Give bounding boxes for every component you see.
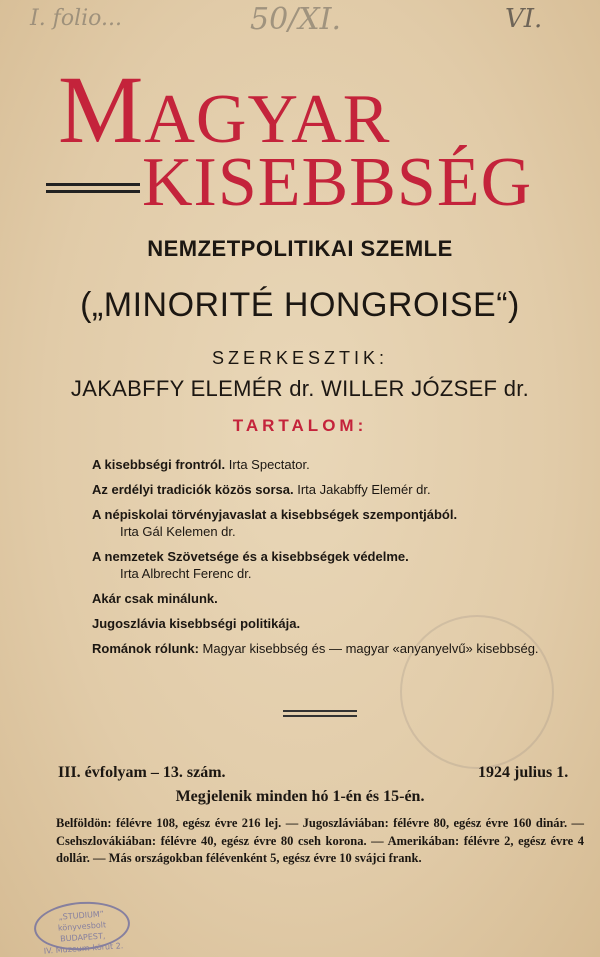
handwritten-note-right: VI. [505,4,543,34]
toc-item: A népiskolai törvényjavaslat a kisebbségek szempontjából. Irta Gál Kelemen dr. [92,507,458,539]
toc-item: Románok rólunk: Magyar kisebbség és — magyar «anyanyelvű» kisebbség. [92,641,539,656]
publication-frequency: Megjelenik minden hó 1-én és 15-én. [175,788,425,805]
bookshop-stamp: „STUDIUM” könyvesbolt BUDAPEST, IV. Muzeum-körút 2. [32,899,131,954]
french-title: („MINORITÉ HONGROISE“) [80,286,520,324]
issue-date: 1924 julius 1. [478,764,569,781]
title-line-1: MAGYAR [58,56,391,163]
toc-item: Az erdélyi tradiciók közös sorsa. Irta Jakabffy Elemér dr. [92,482,431,497]
table-of-contents [92,456,552,665]
title-double-rule [46,183,140,195]
title-line-2: KISEBBSÉG [142,144,533,221]
subtitle: NEMZETPOLITIKAI SZEMLE [147,236,453,261]
editors: JAKABFFY ELEMÉR dr. WILLER JÓZSEF dr. [70,376,530,401]
subscription-prices: Belföldön: félévre 108, egész évre 216 lej. — Jugoszláviában: félévre 80, egész évre 160 dinár. — Csehszlovákiában: félévre 40, egész évre 80 cseh korona. — Amerikában: félévre 2, egész évre 4 dollár. — Más országokban félévenként 5, egész évre 10 svájci frank. [56,816,584,865]
toc-item: A kisebbségi frontról. Irta Spectator. [92,457,310,472]
toc-item: A nemzetek Szövetsége és a kisebbségek védelme. Irta Albrecht Ferenc dr. [92,549,409,581]
contents-label: TARTALOM: [232,416,368,435]
section-double-rule [283,710,357,720]
toc-item: Akár csak minálunk. [92,591,218,606]
toc-item: Jugoszlávia kisebbségi politikája. [92,616,301,631]
issue-volume: III. évfolyam – 13. szám. [58,764,226,781]
handwritten-note-mid: 50/XI. [250,2,342,37]
handwritten-note-left: I. folio... [30,6,122,31]
editors-label: SZERKESZTIK: [211,348,389,368]
